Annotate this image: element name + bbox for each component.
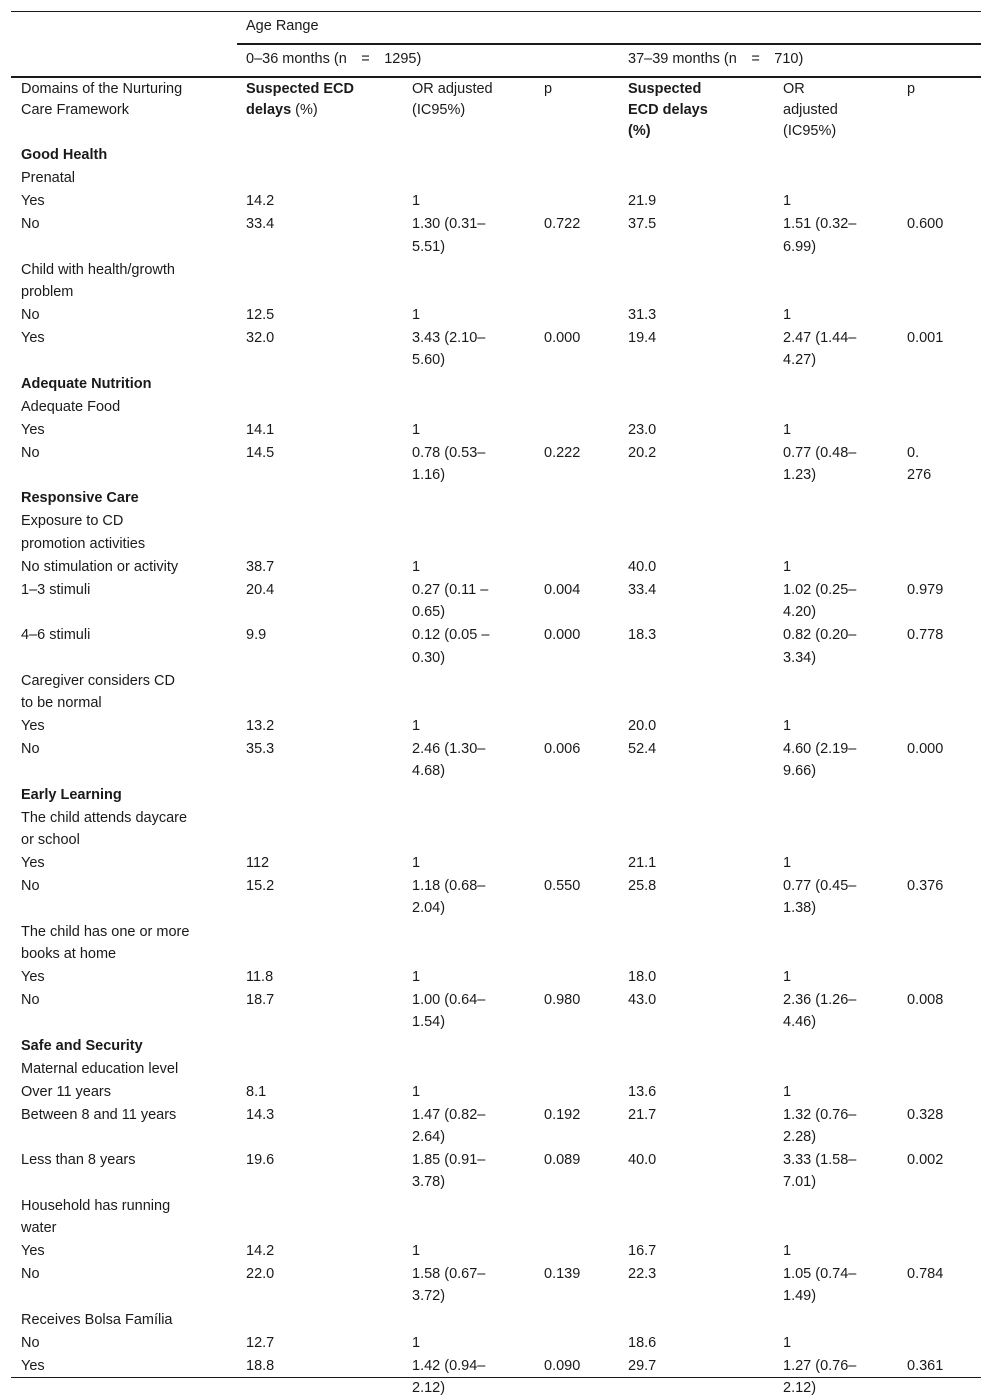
p-value-37-39	[907, 327, 943, 349]
or-adjusted-37-39-line: 1	[783, 307, 792, 324]
p-value-37-39	[907, 579, 943, 601]
or-adjusted-0-36-line: 1.47 (0.82–	[412, 1106, 486, 1123]
col-suspected2-line-1: Suspected	[628, 81, 702, 97]
or-adjusted-0-36-line: 2.64)	[412, 1129, 446, 1146]
or-adjusted-0-36	[412, 1332, 420, 1354]
variable-label-line: Adequate Food	[21, 398, 121, 415]
or-adjusted-37-39	[783, 327, 856, 372]
group2-header: 37–39 months (n = 710)	[628, 51, 804, 67]
or-adjusted-0-36	[412, 852, 420, 874]
col-p1-header: p	[544, 81, 553, 97]
col-suspected2-line-2: ECD delays	[628, 102, 708, 118]
suspected-delay-0-36: 18.7	[246, 992, 275, 1009]
or-adjusted-0-36	[412, 1263, 485, 1308]
suspected-delay-0-36: 38.7	[246, 558, 275, 575]
col-or1-line-2: (IC95%)	[412, 102, 466, 118]
or-adjusted-0-36-line: 1	[412, 1243, 421, 1259]
age-range-header: Age Range	[246, 18, 319, 34]
suspected-delay-0-36: 18.8	[246, 1357, 275, 1374]
variable-label-line: Maternal education level	[21, 1060, 179, 1077]
row-label	[21, 1104, 176, 1126]
or-adjusted-0-36-line: 1.58 (0.67–	[412, 1266, 486, 1283]
p-value-0-36: 0.722	[544, 216, 581, 233]
col-or2-line-3: (IC95%)	[783, 123, 837, 139]
col-or1-line-1: OR adjusted	[412, 81, 493, 97]
variable-label-line: The child has one or more	[21, 923, 190, 940]
p-value-37-39	[907, 738, 943, 760]
row-label	[21, 875, 40, 897]
suspected-delay-0-36: 112	[246, 855, 270, 872]
or-adjusted-37-39-line: 7.01)	[783, 1174, 817, 1191]
or-adjusted-37-39-line: 3.33 (1.58–	[783, 1152, 857, 1169]
row-label-line: Yes	[21, 855, 45, 872]
or-adjusted-37-39-line: 4.20)	[783, 604, 817, 621]
col-suspected1-line-2	[246, 100, 354, 121]
col-domain-line-1: Domains of the Nurturing	[21, 81, 183, 97]
or-adjusted-0-36-line: 1.00 (0.64–	[412, 992, 486, 1009]
or-adjusted-37-39-line: 1.27 (0.76–	[783, 1357, 857, 1374]
row-label	[21, 966, 45, 988]
or-adjusted-37-39-line: 0.77 (0.45–	[783, 878, 857, 895]
or-adjusted-0-36-line: 2.04)	[412, 900, 446, 917]
suspected-delay-0-36: 12.7	[246, 1334, 275, 1351]
or-adjusted-37-39-line: 1	[783, 421, 792, 438]
row-label	[21, 852, 45, 874]
p-value-0-36: 0.192	[544, 1106, 581, 1123]
p-value-37-39-line: 0.328	[907, 1106, 944, 1123]
domain-label: Safe and Security	[21, 1037, 143, 1054]
variable-label-line: Caregiver considers CD	[21, 672, 175, 689]
p-value-37-39-line: 0.001	[907, 330, 944, 347]
suspected-delay-0-36: 22.0	[246, 1266, 275, 1283]
or-adjusted-0-36-line: 1	[412, 421, 421, 438]
row-label	[21, 1081, 111, 1103]
row-label	[21, 1149, 135, 1171]
or-adjusted-37-39	[783, 989, 856, 1034]
or-adjusted-0-36-line: 1	[412, 307, 421, 324]
or-adjusted-37-39	[783, 1263, 856, 1308]
variable-label-line: books at home	[21, 945, 117, 962]
row-label-line: Yes	[21, 421, 45, 438]
or-adjusted-37-39	[783, 1081, 791, 1103]
row-label-line: Over 11 years	[21, 1083, 111, 1100]
table-top-rule	[11, 11, 981, 12]
header-rule	[11, 76, 981, 78]
row-label	[21, 1332, 40, 1354]
p-value-37-39-line: 0.376	[907, 878, 944, 895]
variable-label-line: Exposure to CD	[21, 513, 124, 530]
or-adjusted-37-39	[783, 1149, 856, 1194]
suspected-delay-37-39: 16.7	[628, 1243, 657, 1259]
variable-label-line: Receives Bolsa Família	[21, 1311, 173, 1328]
suspected-delay-37-39: 33.4	[628, 581, 657, 598]
variable-label-line: Prenatal	[21, 170, 76, 187]
variable-label	[21, 921, 189, 966]
row-label-line: Yes	[21, 1357, 45, 1374]
p-value-37-39-line: 0.600	[907, 216, 944, 233]
domain-label: Adequate Nutrition	[21, 375, 152, 392]
suspected-delay-0-36: 33.4	[246, 216, 275, 233]
col-suspected2-header	[628, 79, 708, 142]
variable-label	[21, 1058, 178, 1080]
row-label-line: 1–3 stimuli	[21, 581, 91, 598]
or-adjusted-0-36-line: 0.78 (0.53–	[412, 444, 486, 461]
suspected-delay-37-39: 43.0	[628, 992, 657, 1009]
or-adjusted-0-36-line: 1.30 (0.31–	[412, 216, 486, 233]
suspected-delay-37-39: 21.1	[628, 855, 657, 872]
or-adjusted-37-39-line: 1	[783, 718, 792, 735]
or-adjusted-0-36-line: 2.12)	[412, 1379, 446, 1396]
or-adjusted-0-36	[412, 579, 488, 624]
or-adjusted-0-36-line: 1.18 (0.68–	[412, 878, 486, 895]
or-adjusted-0-36	[412, 738, 485, 783]
row-label-line: Between 8 and 11 years	[21, 1106, 177, 1123]
results-table	[11, 11, 981, 1396]
suspected-delay-37-39: 19.4	[628, 330, 657, 347]
or-adjusted-0-36	[412, 966, 420, 988]
or-adjusted-0-36	[412, 1240, 420, 1262]
or-adjusted-0-36-line: 3.43 (2.10–	[412, 330, 486, 347]
col-domain-header	[21, 79, 182, 121]
row-label-line: Yes	[21, 1243, 45, 1259]
domain-label: Good Health	[21, 147, 108, 163]
p-value-37-39	[907, 213, 943, 235]
row-label	[21, 624, 90, 646]
row-label	[21, 1240, 45, 1262]
or-adjusted-0-36-line: 1	[412, 193, 421, 210]
or-adjusted-37-39-line: 1	[783, 558, 792, 575]
p-value-37-39	[907, 1355, 943, 1377]
or-adjusted-37-39	[783, 556, 791, 578]
p-value-37-39-line: 0.008	[907, 992, 944, 1009]
table-bottom-rule	[11, 1377, 981, 1378]
col-p2-header: p	[907, 81, 916, 97]
suspected-delay-0-36: 14.2	[246, 1243, 275, 1259]
or-adjusted-37-39-line: 6.99)	[783, 238, 817, 255]
or-adjusted-37-39-line: 4.60 (2.19–	[783, 741, 857, 758]
row-label	[21, 213, 40, 235]
or-adjusted-0-36-line: 5.51)	[412, 238, 446, 255]
or-adjusted-37-39	[783, 966, 791, 988]
or-adjusted-37-39-line: 1	[783, 1243, 792, 1259]
or-adjusted-37-39	[783, 190, 791, 212]
or-adjusted-37-39-line: 1	[783, 193, 792, 210]
row-label-line: No	[21, 878, 40, 895]
or-adjusted-37-39-line: 4.27)	[783, 352, 817, 369]
or-adjusted-37-39-line: 1.49)	[783, 1288, 817, 1305]
row-label	[21, 738, 40, 760]
or-adjusted-37-39	[783, 624, 856, 669]
or-adjusted-37-39	[783, 715, 791, 737]
or-adjusted-37-39-line: 9.66)	[783, 763, 817, 780]
suspected-delay-37-39: 29.7	[628, 1357, 657, 1374]
p-value-0-36: 0.000	[544, 627, 581, 644]
suspected-delay-37-39: 40.0	[628, 1152, 657, 1169]
or-adjusted-37-39-line: 2.47 (1.44–	[783, 330, 857, 347]
variable-label	[21, 1195, 170, 1240]
suspected-delay-0-36: 15.2	[246, 878, 275, 895]
or-adjusted-0-36-line: 1	[412, 855, 421, 872]
row-label	[21, 556, 178, 578]
or-adjusted-0-36	[412, 1104, 485, 1149]
variable-label-line: problem	[21, 283, 74, 300]
or-adjusted-37-39	[783, 852, 791, 874]
p-value-0-36: 0.090	[544, 1357, 581, 1374]
or-adjusted-0-36	[412, 442, 485, 487]
suspected-delay-0-36: 14.2	[246, 193, 275, 210]
or-adjusted-37-39-line: 2.12)	[783, 1379, 817, 1396]
p-value-0-36: 0.004	[544, 581, 581, 598]
or-adjusted-0-36	[412, 556, 420, 578]
p-value-37-39-line: 0.002	[907, 1152, 944, 1169]
row-label-line: Yes	[21, 969, 45, 985]
p-value-37-39	[907, 1104, 943, 1126]
or-adjusted-37-39	[783, 875, 856, 920]
or-adjusted-0-36-line: 1	[412, 1334, 421, 1351]
or-adjusted-37-39	[783, 1332, 791, 1354]
or-adjusted-0-36	[412, 327, 485, 372]
suspected-delay-0-36: 20.4	[246, 581, 275, 598]
or-adjusted-37-39-line: 1	[783, 969, 792, 985]
col-suspected1-unit: (%)	[291, 102, 318, 118]
or-adjusted-37-39-line: 2.28)	[783, 1129, 817, 1146]
variable-label-line: to be normal	[21, 694, 102, 711]
or-adjusted-0-36	[412, 1081, 420, 1103]
or-adjusted-37-39-line: 1	[783, 1083, 792, 1100]
domain-label: Responsive Care	[21, 490, 139, 507]
or-adjusted-37-39-line: 1	[783, 1334, 792, 1351]
or-adjusted-0-36	[412, 190, 420, 212]
or-adjusted-0-36-line: 0.27 (0.11 –	[412, 581, 489, 598]
or-adjusted-37-39	[783, 304, 791, 326]
or-adjusted-37-39-line: 1.38)	[783, 900, 817, 917]
or-adjusted-0-36-line: 3.72)	[412, 1288, 446, 1305]
variable-label	[21, 807, 187, 852]
or-adjusted-37-39-line: 3.34)	[783, 649, 817, 666]
row-label-line: Yes	[21, 330, 45, 347]
or-adjusted-37-39-line: 0.82 (0.20–	[783, 627, 857, 644]
row-label-line: No stimulation or activity	[21, 558, 179, 575]
row-label	[21, 304, 40, 326]
or-adjusted-37-39-line: 1.05 (0.74–	[783, 1266, 857, 1283]
col-suspected2-line-3: (%)	[628, 123, 651, 139]
row-label	[21, 1355, 45, 1377]
suspected-delay-0-36: 12.5	[246, 307, 275, 324]
p-value-37-39-line: 0.361	[907, 1357, 944, 1374]
p-value-37-39-line: 0.	[907, 444, 920, 461]
or-adjusted-37-39-line: 2.36 (1.26–	[783, 992, 857, 1009]
or-adjusted-0-36	[412, 419, 420, 441]
variable-label-line: The child attends daycare	[21, 809, 188, 826]
col-or2-line-1: OR	[783, 81, 805, 97]
row-label-line: No	[21, 1266, 40, 1283]
or-adjusted-0-36-line: 1	[412, 1083, 421, 1100]
suspected-delay-0-36: 19.6	[246, 1152, 275, 1169]
or-adjusted-0-36	[412, 875, 485, 920]
or-adjusted-37-39	[783, 738, 856, 783]
suspected-delay-37-39: 25.8	[628, 878, 657, 895]
p-value-37-39-line: 0.000	[907, 741, 944, 758]
or-adjusted-0-36-line: 4.68)	[412, 763, 446, 780]
or-adjusted-0-36-line: 0.30)	[412, 649, 446, 666]
variable-label	[21, 167, 75, 189]
suspected-delay-37-39: 18.6	[628, 1334, 657, 1351]
row-label	[21, 989, 40, 1011]
age-range-rule	[237, 43, 981, 45]
p-value-37-39-line: 0.778	[907, 627, 944, 644]
suspected-delay-37-39: 18.0	[628, 969, 657, 985]
suspected-delay-37-39: 23.0	[628, 421, 657, 438]
p-value-0-36: 0.550	[544, 878, 581, 895]
or-adjusted-37-39-line: 1	[783, 855, 792, 872]
or-adjusted-0-36-line: 1.54)	[412, 1014, 446, 1031]
or-adjusted-37-39	[783, 213, 856, 258]
or-adjusted-0-36-line: 0.12 (0.05 –	[412, 627, 490, 644]
suspected-delay-37-39: 22.3	[628, 1266, 657, 1283]
row-label	[21, 1263, 40, 1285]
suspected-delay-0-36: 14.1	[246, 421, 275, 438]
or-adjusted-0-36	[412, 989, 485, 1034]
or-adjusted-0-36	[412, 624, 489, 669]
group1-header: 0–36 months (n = 1295)	[246, 51, 422, 67]
suspected-delay-37-39: 18.3	[628, 627, 657, 644]
suspected-delay-37-39: 40.0	[628, 558, 657, 575]
suspected-delay-0-36: 32.0	[246, 330, 275, 347]
or-adjusted-0-36-line: 1.16)	[412, 467, 446, 484]
or-adjusted-37-39	[783, 419, 791, 441]
suspected-delay-0-36: 13.2	[246, 718, 275, 735]
p-value-37-39	[907, 442, 931, 487]
variable-label-line: promotion activities	[21, 535, 146, 552]
p-value-0-36: 0.222	[544, 444, 581, 461]
or-adjusted-37-39-line: 1.51 (0.32–	[783, 216, 857, 233]
row-label	[21, 715, 45, 737]
suspected-delay-37-39: 21.7	[628, 1106, 657, 1123]
or-adjusted-37-39-line: 0.77 (0.48–	[783, 444, 857, 461]
or-adjusted-37-39	[783, 442, 856, 487]
col-suspected1-header	[246, 79, 354, 121]
row-label-line: No	[21, 1334, 40, 1351]
p-value-37-39	[907, 875, 943, 897]
variable-label-line: Child with health/growth	[21, 261, 175, 278]
domain-label: Early Learning	[21, 786, 122, 803]
or-adjusted-0-36-line: 3.78)	[412, 1174, 446, 1191]
or-adjusted-37-39	[783, 1240, 791, 1262]
p-value-37-39	[907, 1149, 943, 1171]
or-adjusted-0-36-line: 1	[412, 718, 421, 735]
or-adjusted-0-36-line: 5.60)	[412, 352, 446, 369]
suspected-delay-0-36: 8.1	[246, 1083, 267, 1100]
row-label	[21, 327, 45, 349]
row-label-line: No	[21, 307, 40, 324]
or-adjusted-37-39	[783, 1104, 856, 1149]
p-value-37-39	[907, 1263, 943, 1285]
col-or1-header	[412, 79, 493, 121]
variable-label	[21, 670, 175, 715]
col-suspected1-line-1: Suspected ECD	[246, 81, 354, 97]
row-label-line: Yes	[21, 193, 45, 210]
p-value-0-36: 0.006	[544, 741, 581, 758]
row-label	[21, 442, 40, 464]
row-label-line: No	[21, 216, 40, 233]
p-value-0-36: 0.089	[544, 1152, 581, 1169]
variable-label-line: or school	[21, 831, 80, 848]
or-adjusted-37-39-line: 4.46)	[783, 1014, 817, 1031]
suspected-delay-37-39: 31.3	[628, 307, 657, 324]
col-domain-line-2: Care Framework	[21, 102, 129, 118]
or-adjusted-0-36-line: 1.85 (0.91–	[412, 1152, 486, 1169]
suspected-delay-0-36: 35.3	[246, 741, 275, 758]
p-value-0-36: 0.000	[544, 330, 581, 347]
p-value-37-39-line: 276	[907, 467, 932, 484]
suspected-delay-37-39: 20.2	[628, 444, 657, 461]
or-adjusted-0-36-line: 1	[412, 969, 421, 985]
row-label-line: No	[21, 741, 40, 758]
suspected-delay-0-36: 9.9	[246, 627, 267, 644]
or-adjusted-37-39-line: 1.32 (0.76–	[783, 1106, 857, 1123]
or-adjusted-37-39-line: 1.23)	[783, 467, 817, 484]
row-label-line: No	[21, 992, 40, 1009]
row-label-line: Less than 8 years	[21, 1152, 136, 1169]
variable-label-line: Household has running	[21, 1197, 171, 1214]
suspected-delay-0-36: 11.8	[246, 969, 274, 985]
variable-label-line: water	[21, 1219, 57, 1236]
or-adjusted-37-39-line: 1.02 (0.25–	[783, 581, 857, 598]
suspected-delay-37-39: 37.5	[628, 216, 657, 233]
suspected-delay-37-39: 13.6	[628, 1083, 657, 1100]
p-value-37-39	[907, 624, 943, 646]
or-adjusted-0-36	[412, 304, 420, 326]
row-label	[21, 419, 45, 441]
col-suspected1-bold: delays	[246, 102, 292, 118]
col-or2-header	[783, 79, 838, 142]
row-label	[21, 190, 45, 212]
suspected-delay-0-36: 14.5	[246, 444, 275, 461]
or-adjusted-0-36-line: 2.46 (1.30–	[412, 741, 486, 758]
or-adjusted-0-36-line: 1.42 (0.94–	[412, 1357, 486, 1374]
or-adjusted-0-36-line: 1	[412, 558, 421, 575]
row-label-line: Yes	[21, 718, 45, 735]
variable-label	[21, 396, 120, 418]
col-or2-line-2: adjusted	[783, 102, 838, 118]
p-value-37-39	[907, 989, 943, 1011]
p-value-0-36: 0.980	[544, 992, 581, 1009]
or-adjusted-0-36-line: 0.65)	[412, 604, 446, 621]
or-adjusted-0-36	[412, 213, 485, 258]
p-value-37-39-line: 0.979	[907, 581, 944, 598]
variable-label	[21, 259, 175, 304]
suspected-delay-37-39: 21.9	[628, 193, 657, 210]
suspected-delay-37-39: 20.0	[628, 718, 657, 735]
or-adjusted-37-39	[783, 579, 856, 624]
variable-label	[21, 1309, 173, 1331]
suspected-delay-0-36: 14.3	[246, 1106, 275, 1123]
p-value-0-36: 0.139	[544, 1266, 581, 1283]
suspected-delay-37-39: 52.4	[628, 741, 657, 758]
row-label-line: 4–6 stimuli	[21, 627, 91, 644]
row-label	[21, 579, 90, 601]
or-adjusted-0-36	[412, 1149, 485, 1194]
or-adjusted-0-36	[412, 715, 420, 737]
variable-label	[21, 510, 145, 555]
p-value-37-39-line: 0.784	[907, 1266, 944, 1283]
row-label-line: No	[21, 444, 40, 461]
